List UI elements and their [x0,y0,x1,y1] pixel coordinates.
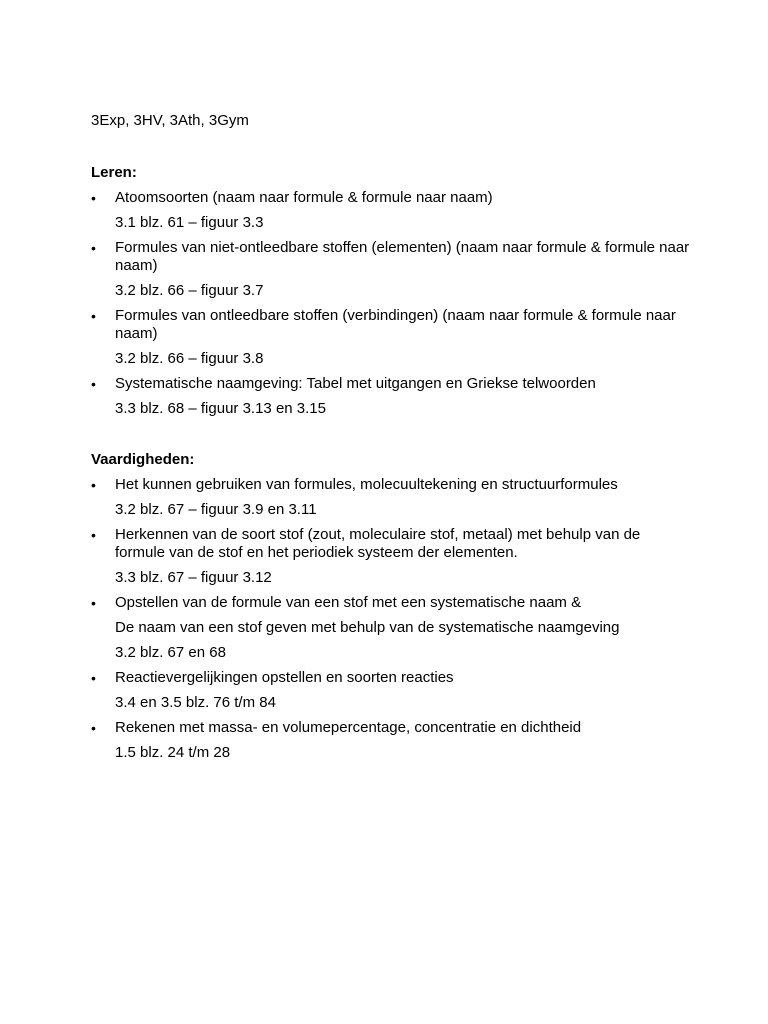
leren-item-ref: 3.2 blz. 66 – figuur 3.8 [115,350,264,367]
bullet-icon: • [91,308,96,324]
vaardigheden-item-text: Herkennen van de soort stof (zout, moleculaire stof, metaal) met behulp van de formule van de stof en het periodiek systeem der elementen. [115,526,641,561]
leren-item-text: Atoomsoorten (naam naar formule & formule naar naam) [115,189,493,206]
vaardigheden-item-text: Rekenen met massa- en volumepercentage, concentratie en dichtheid [115,719,582,736]
vaardigheden-heading: Vaardigheden: [91,451,195,468]
leren-item-ref: 3.2 blz. 66 – figuur 3.7 [115,282,264,299]
leren-item [91,307,691,368]
vaardigheden-item-continuation: De naam van een stof geven met behulp van de systematische naamgeving [115,619,620,636]
bullet-icon: • [91,376,96,392]
bullet-icon: • [91,527,96,543]
leren-heading: Leren: [91,164,137,181]
vaardigheden-item-text: Opstellen van de formule van een stof met een systematische naam & [115,594,582,611]
vaardigheden-item-ref: 1.5 blz. 24 t/m 28 [115,744,231,761]
class-list: 3Exp, 3HV, 3Ath, 3Gym [91,112,249,129]
bullet-icon: • [91,190,96,206]
vaardigheden-item [91,719,691,762]
leren-item-text: Formules van ontleedbare stoffen (verbindingen) (naam naar formule & formule naar naam) [115,307,676,342]
bullet-icon: • [91,670,96,686]
leren-item-ref: 3.1 blz. 61 – figuur 3.3 [115,214,264,231]
vaardigheden-item-ref: 3.2 blz. 67 en 68 [115,644,226,661]
vaardigheden-item-ref: 3.2 blz. 67 – figuur 3.9 en 3.11 [115,501,317,518]
leren-item-text: Systematische naamgeving: Tabel met uitgangen en Griekse telwoorden [115,375,596,392]
leren-item-ref: 3.3 blz. 68 – figuur 3.13 en 3.15 [115,400,326,417]
bullet-icon: • [91,240,96,256]
vaardigheden-item [91,476,691,519]
vaardigheden-item [91,669,691,712]
vaardigheden-item-ref: 3.4 en 3.5 blz. 76 t/m 84 [115,694,276,711]
bullet-icon: • [91,477,96,493]
leren-item [91,375,691,418]
vaardigheden-item [91,594,691,662]
bullet-icon: • [91,720,96,736]
leren-item [91,239,691,300]
vaardigheden-item [91,526,691,587]
vaardigheden-item-text: Het kunnen gebruiken van formules, molecuultekening en structuurformules [115,476,618,493]
vaardigheden-item-text: Reactievergelijkingen opstellen en soorten reacties [115,669,454,686]
vaardigheden-item-ref: 3.3 blz. 67 – figuur 3.12 [115,569,272,586]
bullet-icon: • [91,595,96,611]
leren-item [91,189,691,232]
document-content [91,111,691,769]
leren-item-text: Formules van niet-ontleedbare stoffen (elementen) (naam naar formule & formule naar naam) [115,239,690,274]
